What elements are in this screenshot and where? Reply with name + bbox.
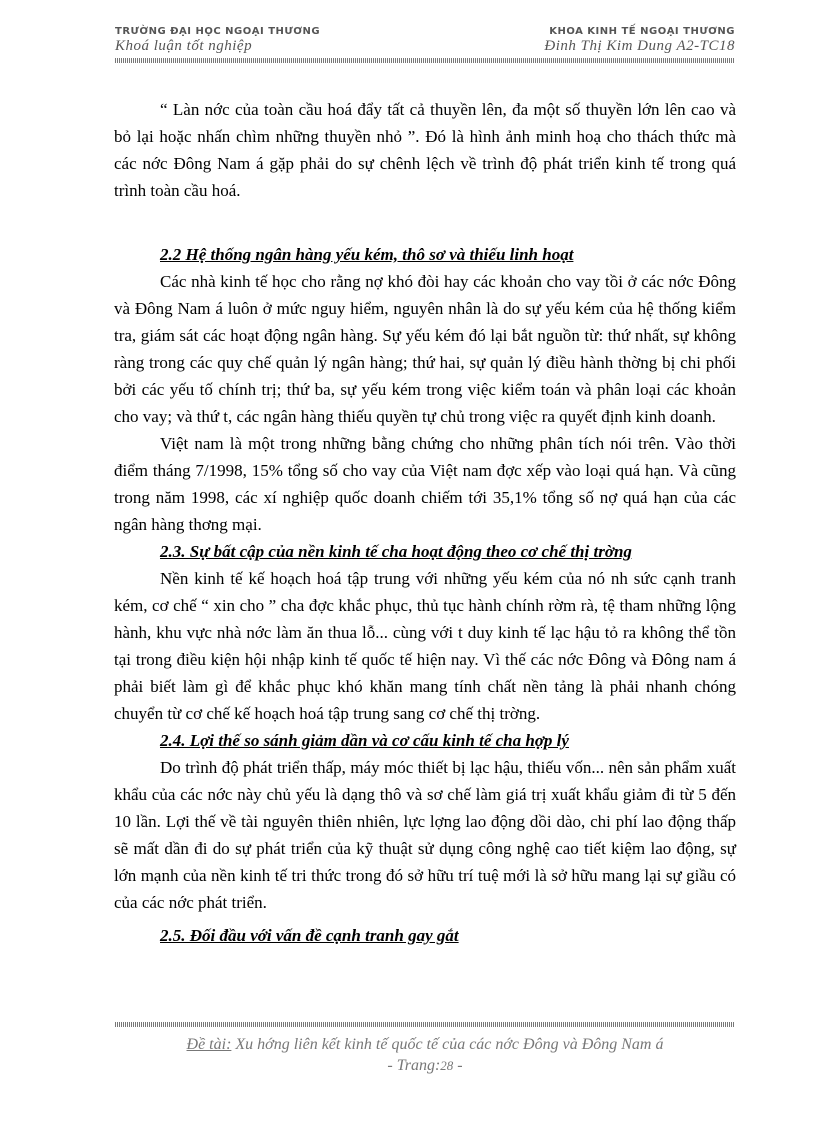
thesis-topic xyxy=(115,1034,735,1055)
page-number: 28 xyxy=(440,1058,454,1073)
header-right xyxy=(544,26,735,54)
section-heading-2-5: 2.5. Đối đầu với vấn đề cạnh tranh gay gắt xyxy=(160,926,459,945)
topic-label: Đề tài: xyxy=(186,1036,232,1053)
section-heading-2-4: 2.4. Lợi thế so sánh giảm dần và cơ cấu kinh tế cha hợp lý xyxy=(160,731,569,750)
footer-divider xyxy=(115,1022,735,1027)
paragraph-intro: “ Làn nớc của toàn cầu hoá đẩy tất cả thuyền lên, đa một số thuyền lớn lên cao và bỏ lại hoặc nhấn chìm những thuyền nhỏ ”. Đó là hình ảnh minh hoạ cho thách thức mà các nớc Đông Nam á gặp phải do sự chênh lệch về trình độ phát triển kinh tế trong quá trình toàn cầu hoá. xyxy=(114,100,736,200)
section-heading-2-3: 2.3. Sự bất cập của nền kinh tế cha hoạt động theo cơ chế thị trờng xyxy=(160,542,632,561)
paragraph-vietnam: Việt nam là một trong những bằng chứng cho những phân tích nói trên. Vào thời điểm tháng 7/1998, 15% tổng số cho vay của Việt nam đợc xếp vào loại quá hạn. Và cũng trong năm 1998, các xí nghiệp quốc doanh chiếm tới 35,1% tổng số nợ quá hạn của các ngân hàng thơng mại. xyxy=(114,434,736,534)
page-content xyxy=(114,96,736,949)
university-name: TRƯỜNG ĐẠI HỌC NGOẠI THƯƠNG xyxy=(115,26,321,37)
header-left xyxy=(115,26,320,54)
paragraph-comparative-advantage: Do trình độ phát triển thấp, máy móc thiết bị lạc hậu, thiếu vốn... nên sản phẩm xuất khẩu của các nớc này chủ yếu là dạng thô và sơ chế làm giá trị xuất khẩu giảm đi từ 5 đến 10 lần. Lợi thế về tài nguyên thiên nhiên, lực lợng lao động dồi dào, chi phí lao động thấp sẽ mất dần đi do sự phát triển của kỹ thuật sử dụng công nghệ cao tiết kiệm lao động, sự lớn mạnh của nền kinh tế tri thức trong đó sở hữu trí tuệ mới là sở hữu mang lại sự giầu có của các nớc phát triển. xyxy=(114,758,736,912)
paragraph-planned-economy: Nền kinh tế kế hoạch hoá tập trung với những yếu kém của nó nh sức cạnh tranh kém, cơ chế “ xin cho ” cha đợc khắc phục, thủ tục hành chính rờm rà, tệ tham những lộng hành, khu vực nhà nớc làm ăn thua lỗ... cùng với t duy kinh tế lạc hậu tỏ ra không thể tồn tại trong điều kiện hội nhập kinh tế quốc tế hiện nay. Vì thế các nớc Đông và Đông nam á phải biết làm gì để khắc phục khó khăn mang tính chất nền tảng là phải nhanh chóng chuyển từ cơ chế kế hoạch hoá tập trung sang cơ chế thị trờng. xyxy=(114,569,736,723)
section-heading-2-2: 2.2 Hệ thống ngân hàng yếu kém, thô sơ và thiếu linh hoạt xyxy=(160,245,574,264)
section-spacer xyxy=(114,204,736,241)
topic-title: Xu hớng liên kết kinh tế quốc tế của các nớc Đông và Đông Nam á xyxy=(231,1036,664,1053)
page-prefix: - Trang: xyxy=(387,1057,441,1074)
page-indicator xyxy=(115,1055,735,1076)
author-name: Đinh Thị Kim Dung A2-TC18 xyxy=(544,38,735,54)
page-header xyxy=(115,26,735,58)
page-footer xyxy=(115,1034,735,1076)
page-suffix: - xyxy=(453,1057,463,1074)
document-type: Khoá luận tốt nghiệp xyxy=(115,38,253,54)
faculty-name: KHOA KINH TẾ NGOẠI THƯƠNG xyxy=(549,26,735,37)
paragraph-banking: Các nhà kinh tế học cho rằng nợ khó đòi hay các khoản cho vay tồi ở các nớc Đông và Đông Nam á luôn ở mức nguy hiểm, nguyên nhân là do sự yếu kém của hệ thống kiểm tra, giám sát các hoạt động ngân hàng. Sự yếu kém đó lại bắt nguồn từ: thứ nhất, sự không ràng trong các quy chế quản lý ngân hàng; thứ hai, sự quản lý điều hành thờng bị chi phối bởi các yếu tố chính trị; thứ ba, sự yếu kém trong việc kiểm toán và phân loại các khoản cho vay; và thứ t, các ngân hàng thiếu quyền tự chủ trong việc ra quyết định kinh doanh. xyxy=(114,272,736,426)
header-divider xyxy=(115,58,735,63)
